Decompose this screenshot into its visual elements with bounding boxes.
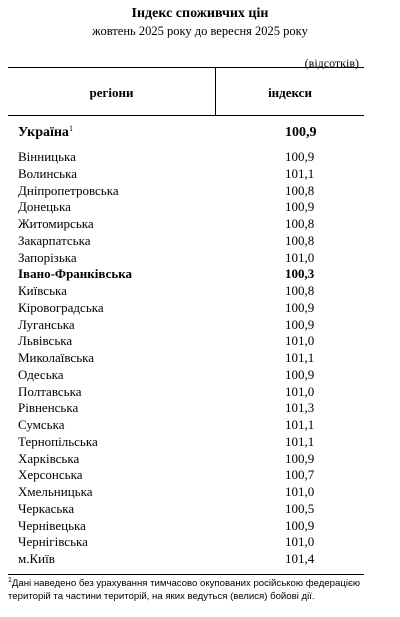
index-value: 100,9 [285, 125, 317, 140]
region-name: Луганська [18, 316, 75, 332]
region-name: Львівська [18, 333, 73, 349]
footnote-marker: 1 [68, 124, 73, 133]
region-name: Запорізька [18, 249, 77, 265]
table-row [0, 534, 400, 551]
table-row [0, 166, 400, 183]
total-label: Україна [18, 125, 69, 140]
index-value: 100,9 [285, 199, 315, 215]
table-row [0, 551, 400, 568]
region-name: Одеська [18, 366, 64, 382]
region-name: Миколаївська [18, 350, 95, 365]
index-value: 101,1 [285, 350, 315, 365]
table-row [0, 216, 400, 233]
region-name: Харківська [18, 450, 80, 466]
index-value: 101,0 [285, 534, 315, 550]
table-row [0, 199, 400, 216]
index-value: 101,0 [285, 249, 315, 265]
region-name: Київська [18, 283, 67, 298]
index-value: 100,8 [285, 182, 315, 198]
table-row [0, 451, 400, 468]
table-row [0, 233, 400, 250]
table-top-rule [8, 67, 364, 68]
table-row [0, 467, 400, 484]
region-name: Закарпатська [18, 232, 91, 248]
index-value: 100,8 [285, 216, 315, 231]
region-name: Рівненська [18, 400, 79, 416]
index-value: 100,9 [285, 450, 315, 466]
region-table-body [0, 124, 400, 568]
table-row [0, 183, 400, 200]
footnote-marker: 1 [8, 577, 12, 584]
index-value: 101,0 [285, 484, 315, 499]
table-row [0, 501, 400, 518]
region-name: Чернігівська [18, 534, 88, 550]
table-row [0, 317, 400, 334]
table-row [0, 434, 400, 451]
region-name: Житомирська [18, 216, 94, 231]
table-row [0, 283, 400, 300]
table-row [0, 367, 400, 384]
region-name: Дніпропетровська [18, 182, 119, 198]
index-value: 100,8 [285, 283, 315, 298]
table-row [0, 250, 400, 267]
table-header-rule [8, 115, 364, 116]
index-value: 100,7 [285, 467, 315, 483]
table-row [0, 300, 400, 317]
footnote-text: Дані наведено без урахування тимчасово окупованих російською федерацією територій та частини територій, на яких ведуться (велися) бойові дії. [8, 578, 361, 602]
index-value: 101,1 [285, 165, 315, 181]
table-row [0, 384, 400, 401]
table-row-total [0, 124, 400, 149]
region-name [18, 124, 73, 142]
table-row [0, 417, 400, 434]
region-name: Івано-Франківська [18, 266, 133, 282]
region-name: Донецька [18, 199, 71, 215]
index-value: 101,4 [285, 551, 315, 566]
column-header-index: індекси [268, 85, 312, 100]
region-name: Хмельницька [18, 484, 93, 499]
index-value: 100,9 [285, 517, 315, 533]
index-value: 101,1 [285, 417, 315, 432]
index-value: 101,0 [285, 333, 315, 349]
region-name: Чернівецька [18, 517, 86, 533]
region-name: Херсонська [18, 467, 83, 483]
table-row [0, 484, 400, 501]
index-value: 100,9 [285, 316, 315, 332]
region-name: Вінницька [18, 149, 76, 164]
index-value: 100,5 [285, 500, 315, 516]
region-name: Черкаська [18, 500, 75, 516]
column-header-region: регіони [89, 85, 134, 100]
region-name: м.Київ [18, 551, 55, 566]
region-name: Сумська [18, 417, 65, 432]
table-row [0, 266, 400, 283]
region-name: Тернопільська [18, 433, 98, 449]
index-value: 100,3 [285, 266, 315, 282]
table-row [0, 149, 400, 166]
index-value: 100,9 [285, 299, 315, 315]
region-name: Волинська [18, 165, 77, 181]
table-bottom-rule [8, 574, 364, 575]
index-value: 100,8 [285, 232, 315, 248]
index-value: 100,9 [285, 149, 315, 164]
footnote [8, 577, 393, 603]
region-name: Полтавська [18, 383, 82, 399]
unit-label: (відсотків) [304, 56, 359, 70]
page-title: Індекс споживчих цін [131, 6, 269, 21]
index-value: 101,0 [285, 383, 315, 399]
index-value: 101,1 [285, 433, 315, 449]
table-row [0, 350, 400, 367]
table-row [0, 333, 400, 350]
table-row [0, 518, 400, 535]
index-value: 100,9 [285, 366, 315, 382]
page-subtitle: жовтень 2025 року до вересня 2025 року [92, 24, 308, 38]
table-row [0, 400, 400, 417]
region-name: Кіровоградська [18, 299, 104, 315]
index-value: 101,3 [285, 400, 315, 416]
